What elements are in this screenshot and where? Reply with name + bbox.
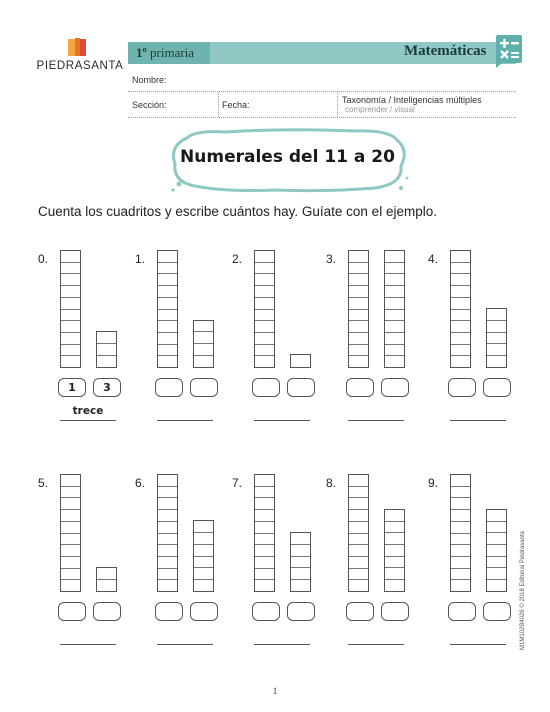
rod-cell [255,262,274,274]
rod-cell [158,320,177,332]
units-answer-box[interactable] [483,602,511,621]
rod-cell [385,273,404,285]
rod-cell [61,262,80,274]
rod-cell [451,344,470,356]
rod-cell [255,486,274,498]
rod-cell [385,579,404,591]
rod-cell [97,355,116,367]
rod-cell [61,332,80,344]
copyright-note: M1M102B4026 © 2018 Editorial Piedrasanta [520,531,526,650]
rod-cell [97,568,116,579]
word-answer-line[interactable] [254,420,310,421]
tens-rod [348,250,369,368]
rod-cell [255,568,274,580]
rod-cell [451,568,470,580]
tens-rod [60,474,81,592]
units-answer-box[interactable] [381,602,409,621]
rod-cell [61,568,80,580]
rod-cell [255,251,274,262]
rod-cell [61,579,80,591]
instruction-text: Cuenta los cuadritos y escribe cuántos hay. Guíate con el ejemplo. [38,204,437,219]
rod-cell [349,521,368,533]
rod-cell [291,556,310,568]
rod-cell [97,332,116,343]
rod-cell [158,533,177,545]
row-divider [218,92,219,117]
rod-cell [255,285,274,297]
units-rod [290,354,311,368]
rod-cell [385,355,404,367]
rod-cell [255,533,274,545]
rod-cell [158,544,177,556]
rod-cell [385,344,404,356]
rod-cell [451,355,470,367]
rod-cell [255,320,274,332]
tens-answer-box[interactable] [346,378,374,397]
rod-cell [349,344,368,356]
rod-cell [61,509,80,521]
rod-cell [349,568,368,580]
rod-cell [385,285,404,297]
units-rod [193,320,214,368]
rod-cell [255,544,274,556]
rod-cell [487,309,506,320]
rod-cell [349,509,368,521]
rod-cell [158,509,177,521]
exercise-number: 9. [428,476,439,490]
tens-rod [157,250,178,368]
tens-answer-box[interactable] [448,378,476,397]
rod-cell [385,544,404,556]
rod-cell [291,544,310,556]
name-row-line [128,91,516,92]
rod-cell [451,251,470,262]
rod-cell [385,262,404,274]
rod-cell [61,344,80,356]
rod-cell [194,521,213,532]
taxonomy-value: comprender / visual [345,105,415,114]
rod-cell [158,568,177,580]
rod-cell [451,309,470,321]
rod-cell [487,510,506,521]
rod-cell [451,533,470,545]
rod-cell [158,355,177,367]
rod-cell [158,251,177,262]
section-row-line [128,117,516,118]
rod-cell [158,332,177,344]
units-rod [486,509,507,592]
answer-word: trece [72,405,104,417]
exercise-number: 3. [326,252,337,266]
rod-cell [349,285,368,297]
rod-cell [385,320,404,332]
rod-cell [385,309,404,321]
units-rod [290,532,311,592]
rod-cell [349,497,368,509]
tens-rod [450,250,471,368]
rod-cell [255,509,274,521]
rod-cell [61,544,80,556]
exercise-number: 5. [38,476,49,490]
rod-cell [61,320,80,332]
exercise-number: 0. [38,252,49,266]
rod-cell [487,567,506,579]
rod-cell [61,297,80,309]
grade-level: primaria [150,45,195,60]
rod-cell [487,532,506,544]
rod-cell [158,262,177,274]
rod-cell [194,331,213,343]
tens-answer-box[interactable] [155,602,183,621]
rod-cell [451,556,470,568]
rod-cell [385,251,404,262]
word-answer-line[interactable] [348,644,404,645]
rod-cell [61,486,80,498]
rod-cell [194,544,213,556]
word-answer-line[interactable] [157,644,213,645]
rod-cell [158,309,177,321]
rod-cell [451,320,470,332]
rod-cell [291,567,310,579]
tens-rod [254,474,275,592]
word-answer-line[interactable] [348,420,404,421]
rod-cell [61,475,80,486]
rod-cell [451,544,470,556]
tens-answer-box[interactable] [252,602,280,621]
rod-cell [451,579,470,591]
plus-minus-times-icon [492,33,524,69]
rod-cell [451,332,470,344]
rod-cell [487,556,506,568]
rod-cell [487,579,506,591]
rod-cell [349,486,368,498]
rod-cell [255,355,274,367]
rod-cell [349,579,368,591]
page-title: Numerales del 11 a 20 [180,147,395,167]
rod-cell [255,475,274,486]
rod-cell [61,521,80,533]
rod-cell [349,251,368,262]
rod-cell [61,273,80,285]
rod-cell [487,320,506,332]
rod-cell [349,273,368,285]
rod-cell [194,532,213,544]
rod-cell [385,532,404,544]
rod-cell [61,556,80,568]
tens-answer-box[interactable]: 1 [58,378,86,397]
units-rod [486,308,507,368]
rod-cell [349,556,368,568]
rod-cell [194,343,213,355]
units-rod [96,567,117,592]
date-label: Fecha: [222,100,250,110]
rod-cell [487,544,506,556]
rod-cell [194,355,213,367]
rod-cell [61,251,80,262]
tens-answer-box[interactable] [58,602,86,621]
tens-rod [348,474,369,592]
units-answer-box[interactable] [93,602,121,621]
rod-cell [158,521,177,533]
rod-cell [349,309,368,321]
subject-title: Matemáticas [404,43,487,59]
units-answer-box[interactable] [287,602,315,621]
rod-cell [349,533,368,545]
word-answer-line[interactable] [254,644,310,645]
rod-cell [349,475,368,486]
rod-cell [158,556,177,568]
rod-cell [61,355,80,367]
units-answer-box[interactable] [190,602,218,621]
rod-cell [349,297,368,309]
units-answer-box[interactable]: 3 [93,378,121,397]
tens-rod [157,474,178,592]
word-answer-line[interactable] [60,644,116,645]
row-divider [337,92,338,117]
rod-cell [385,567,404,579]
units-answer-box[interactable] [190,378,218,397]
rod-cell [349,262,368,274]
rod-cell [158,486,177,498]
rod-cell [255,497,274,509]
rod-cell [255,521,274,533]
rod-cell [158,297,177,309]
units-rod [384,509,405,592]
rod-cell [349,320,368,332]
grade-number: 1º [136,45,147,60]
rod-cell [487,332,506,344]
tens-answer-box[interactable] [252,378,280,397]
rod-cell [255,556,274,568]
rod-cell [158,475,177,486]
rod-cell [61,497,80,509]
rod-cell [194,321,213,332]
rod-cell [385,556,404,568]
rod-cell [451,497,470,509]
grade-label [136,45,194,61]
exercise-number: 6. [135,476,146,490]
units-rod [193,520,214,592]
word-answer-line[interactable] [450,420,506,421]
exercise-number: 1. [135,252,146,266]
piedrasanta-logo [32,34,128,84]
rod-cell [451,297,470,309]
taxonomy-label: Taxonomía / Inteligencias múltiples [342,95,482,105]
rod-cell [451,273,470,285]
rod-cell [451,475,470,486]
rod-cell [451,521,470,533]
rod-cell [158,497,177,509]
rod-cell [385,297,404,309]
rod-cell [255,579,274,591]
word-answer-line[interactable] [60,420,116,421]
rod-cell [255,273,274,285]
rod-cell [349,355,368,367]
section-label: Sección: [132,100,167,110]
rod-cell [255,344,274,356]
rod-cell [451,285,470,297]
rod-cell [97,579,116,591]
page-number: 1 [272,686,278,696]
rod-cell [385,521,404,533]
rod-cell [255,332,274,344]
rod-cell [291,533,310,544]
rod-cell [158,285,177,297]
rod-cell [349,332,368,344]
exercise-number: 8. [326,476,337,490]
rod-cell [158,273,177,285]
word-answer-line[interactable] [157,420,213,421]
units-answer-box[interactable] [287,378,315,397]
rod-cell [385,332,404,344]
rod-cell [487,343,506,355]
rod-cell [194,567,213,579]
logo-text: PIEDRASANTA [36,60,124,72]
tens-answer-box[interactable] [448,602,476,621]
exercise-number: 2. [232,252,243,266]
exercise-number: 4. [428,252,439,266]
rod-cell [158,579,177,591]
rod-cell [451,262,470,274]
units-rod [384,250,405,368]
rod-cell [451,509,470,521]
tens-answer-box[interactable] [155,378,183,397]
rod-cell [194,556,213,568]
units-answer-box[interactable] [483,378,511,397]
rod-cell [61,309,80,321]
tens-rod [450,474,471,592]
rod-cell [194,579,213,591]
units-rod [96,331,117,368]
rod-cell [158,344,177,356]
rod-cell [487,521,506,533]
rod-cell [349,544,368,556]
rod-cell [291,579,310,591]
rod-cell [97,343,116,355]
book-logo-icon [66,36,88,58]
word-answer-line[interactable] [450,644,506,645]
units-answer-box[interactable] [381,378,409,397]
rod-cell [385,510,404,521]
rod-cell [451,486,470,498]
rod-cell [255,309,274,321]
tens-answer-box[interactable] [346,602,374,621]
rod-cell [487,355,506,367]
rod-cell [255,297,274,309]
rod-cell [61,533,80,545]
rod-cell [291,355,310,367]
exercise-number: 7. [232,476,243,490]
tens-rod [60,250,81,368]
rod-cell [61,285,80,297]
tens-rod [254,250,275,368]
name-label: Nombre: [132,75,167,85]
